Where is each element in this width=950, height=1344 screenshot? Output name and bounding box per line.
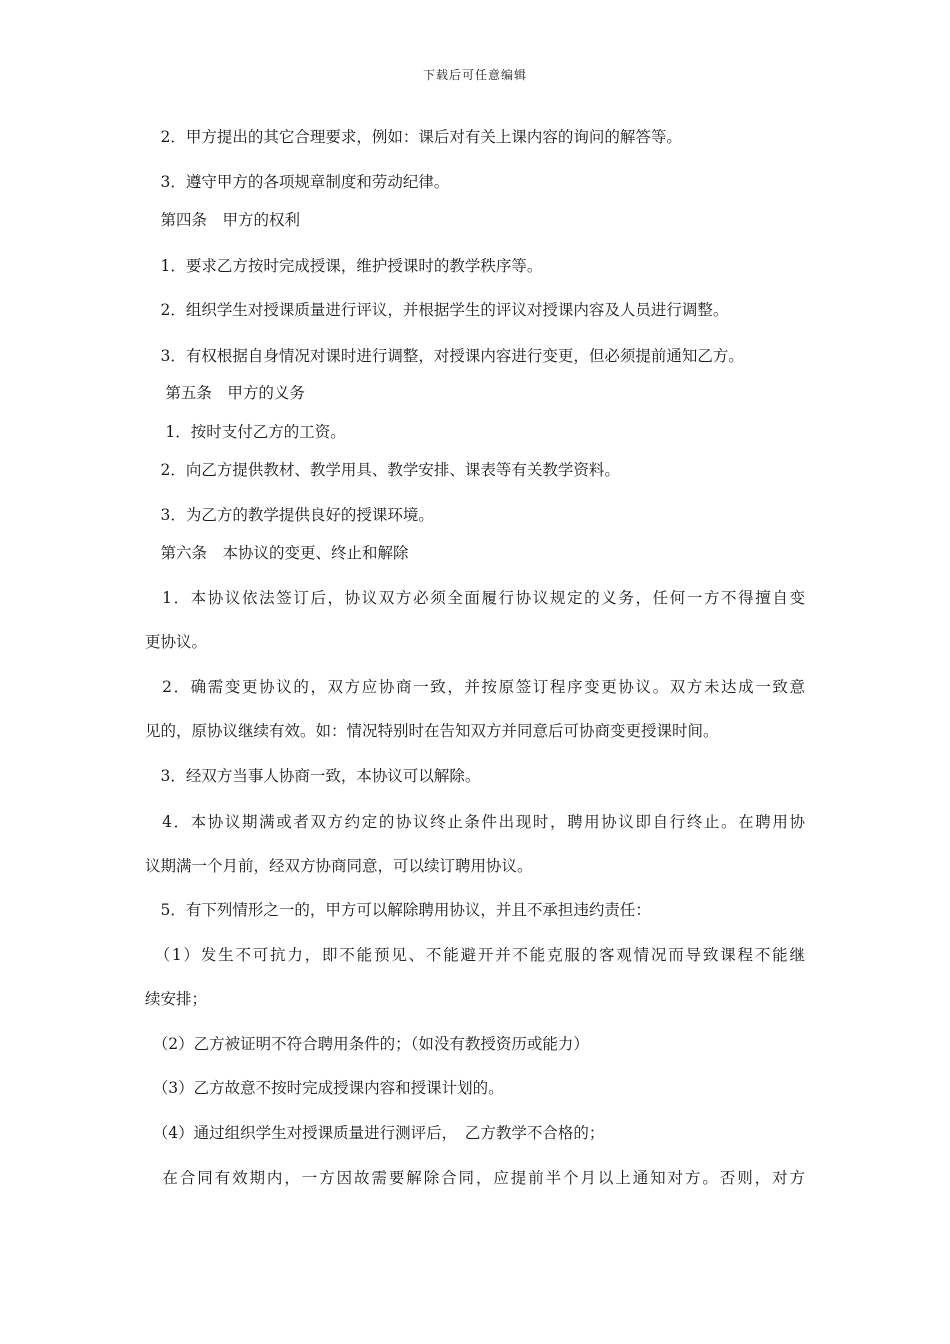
paragraph-line: 1．按时支付乙方的工资。	[145, 423, 346, 441]
paragraph-line: 2．组织学生对授课质量进行评议，并根据学生的评议对授课内容及人员进行调整。	[145, 301, 729, 319]
paragraph-line: （3）乙方故意不按时完成授课内容和授课计划的。	[145, 1079, 504, 1097]
paragraph-line: 2．甲方提出的其它合理要求，例如：课后对有关上课内容的询问的解答等。	[145, 128, 682, 146]
paragraph-line: 1．本协议依法签订后，协议双方必须全面履行协议规定的义务，任何一方不得擅自变	[145, 589, 805, 607]
paragraph-line: （1）发生不可抗力，即不能预见、不能避开并不能克服的客观情况而导致课程不能继	[145, 946, 805, 964]
paragraph-line: 1．要求乙方按时完成授课，维护授课时的教学秩序等。	[145, 257, 543, 275]
page-header: 下载后可任意编辑	[422, 68, 527, 82]
paragraph-line: 2．向乙方提供教材、教学用具、教学安排、课表等有关教学资料。	[145, 461, 620, 479]
paragraph-line: 见的，原协议继续有效。如：情况特别时在告知双方并同意后可协商变更授课时间。	[145, 722, 719, 740]
paragraph-line: 在合同有效期内，一方因故需要解除合同，应提前半个月以上通知对方。否则，对方	[145, 1169, 805, 1187]
paragraph-line: 5．有下列情形之一的，甲方可以解除聘用协议，并且不承担违约责任：	[145, 901, 651, 919]
paragraph-line: 续安排；	[145, 990, 208, 1008]
paragraph-line: 2．确需变更协议的，双方应协商一致，并按原签订程序变更协议。双方未达成一致意	[145, 678, 805, 696]
paragraph-line: 议期满一个月前，经双方协商同意，可以续订聘用协议。	[145, 857, 533, 875]
paragraph-line: 3．遵守甲方的各项规章制度和劳动纪律。	[145, 173, 450, 191]
section-heading: 第四条 甲方的权利	[145, 211, 301, 229]
section-heading: 第五条 甲方的义务	[145, 384, 305, 402]
paragraph-line: 3．经双方当事人协商一致，本协议可以解除。	[145, 767, 481, 785]
paragraph-line: 3．有权根据自身情况对课时进行调整，对授课内容进行变更，但必须提前通知乙方。	[145, 347, 744, 365]
section-heading: 第六条 本协议的变更、终止和解除	[145, 544, 409, 562]
paragraph-line: （2）乙方被证明不符合聘用条件的；（如没有教授资历或能力）	[145, 1035, 589, 1053]
paragraph-line: 3．为乙方的教学提供良好的授课环境。	[145, 506, 434, 524]
paragraph-line: 4．本协议期满或者双方约定的协议终止条件出现时，聘用协议即自行终止。在聘用协	[145, 813, 805, 831]
paragraph-line: 更协议。	[145, 633, 208, 651]
paragraph-line: （4）通过组织学生对授课质量进行测评后， 乙方教学不合格的；	[145, 1124, 605, 1142]
